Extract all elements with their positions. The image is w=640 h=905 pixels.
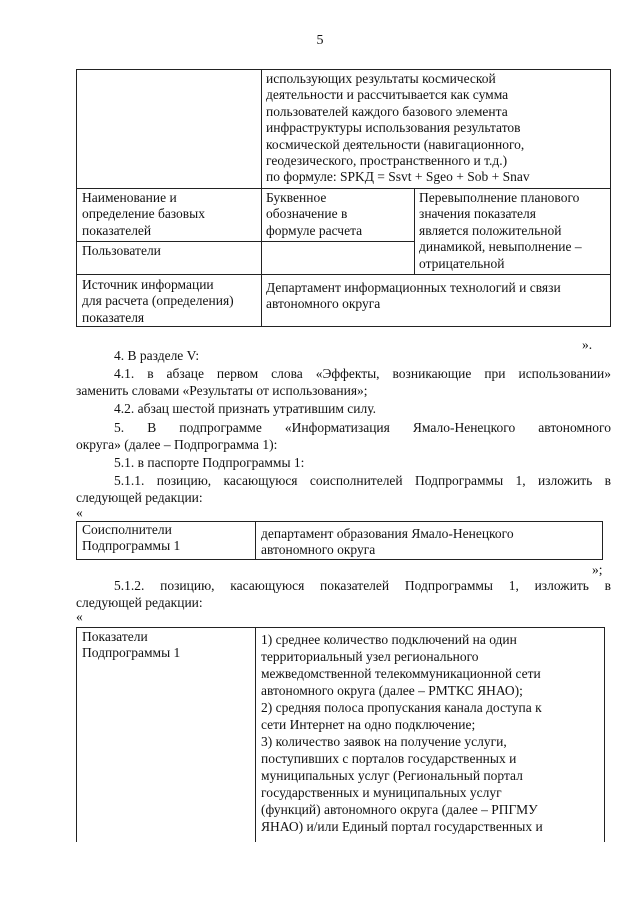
letter-designation-header xyxy=(262,190,414,239)
text-line: автономного округа (далее – РМТКС ЯНАО); xyxy=(261,683,523,698)
paragraph-5-1: 5.1. в паспорте Подпрограммы 1: xyxy=(114,455,305,470)
text-line: департамент образования Ямало-Ненецкого xyxy=(261,526,514,541)
text-line: следующей редакции: xyxy=(76,490,203,505)
text-line: 5.1.2. позицию, касающуюся показателей Подпрограммы 1, изложить в xyxy=(114,578,611,593)
text-line: 5.1.1. позицию, касающуюся соисполнителей Подпрограммы 1, изложить в xyxy=(114,473,611,488)
paragraph-5-1-1 xyxy=(76,472,611,506)
text-line: обозначение в xyxy=(266,206,348,222)
text-line: показателей xyxy=(82,222,152,238)
text-line: Перевыполнение планового xyxy=(419,190,580,205)
text-line: использующих результаты космической xyxy=(266,71,496,86)
text-line: автономного округа xyxy=(266,296,381,312)
text-line: определение базовых xyxy=(82,206,206,222)
text-line: следующей редакции: xyxy=(76,595,203,610)
text-line: поступивших с порталов государственных и xyxy=(261,751,517,766)
text-line: заменить словами «Результаты от использования»; xyxy=(76,383,368,398)
paragraph-4-1 xyxy=(76,365,611,399)
text-line: Департамент информационных технологий и связи xyxy=(266,280,561,295)
text-line: ЯНАО) и/или Единый портал государственных и xyxy=(261,819,543,834)
indicators-list xyxy=(257,631,604,835)
text-line: государственных и муниципальных услуг xyxy=(261,785,502,800)
text-line: Соисполнители xyxy=(82,522,172,537)
source-label xyxy=(78,277,261,326)
text-line: 2) средняя полоса пропускания канала доступа к xyxy=(261,700,542,715)
source-value xyxy=(262,280,610,313)
text-line: 3) количество заявок на получение услуги, xyxy=(261,734,507,749)
text-line: Источник информации xyxy=(82,277,214,292)
table1-top-right-cell xyxy=(262,71,610,186)
opening-quote: « xyxy=(76,505,83,520)
co-executors-label xyxy=(78,522,255,555)
base-indicator-header xyxy=(78,190,261,239)
text-line: Подпрограммы 1 xyxy=(82,538,181,554)
text-line: геодезического, пространственного и т.д.) xyxy=(266,153,508,169)
text-line: Показатели xyxy=(82,629,148,644)
text-line: пользователей каждого базового элемента xyxy=(266,103,508,119)
text-line: является положительной xyxy=(419,222,562,238)
text-line: территориальный узел регионального xyxy=(261,649,479,664)
text-line: инфраструктуры использования результатов xyxy=(266,120,521,136)
text-line: динамикой, невыполнение – xyxy=(419,239,582,255)
paragraph-5 xyxy=(76,419,611,453)
text-line: Подпрограммы 1 xyxy=(82,645,181,661)
opening-quote: « xyxy=(76,609,83,624)
text-line: 5. В подпрограмме «Информатизация Ямало-Ненецкого автономного xyxy=(114,420,611,435)
text-line: автономного округа xyxy=(261,542,376,558)
text-line: космической деятельности (навигационного, xyxy=(266,136,525,152)
paragraph-5-1-2 xyxy=(76,577,611,611)
text-line: сети Интернет на одно подключение; xyxy=(261,717,476,732)
text-line: деятельности и рассчитывается как сумма xyxy=(266,87,509,103)
text-line: значения показателя xyxy=(419,206,536,222)
text-line: (функций) автономного округа (далее – РПГМУ xyxy=(261,802,538,817)
indicators-label xyxy=(78,629,255,662)
page-number: 5 xyxy=(316,33,324,48)
text-line: 4.1. в абзаце первом слова «Эффекты, возникающие при использовании» xyxy=(114,366,611,381)
text-line: показателя xyxy=(82,309,145,325)
text-line: межведомственной телекоммуникационной сети xyxy=(261,666,541,681)
text-line: для расчета (определения) xyxy=(82,293,234,309)
text-line: формуле расчета xyxy=(266,222,363,238)
formula-line: по формуле: SPKД = Ssvt + Sgeo + Sob + Snav xyxy=(266,169,530,185)
text-line: Наименование и xyxy=(82,190,177,205)
paragraph-4-2: 4.2. абзац шестой признать утратившим силу. xyxy=(114,401,376,416)
text-line: отрицательной xyxy=(419,255,505,271)
text-line: Буквенное xyxy=(266,190,327,205)
section-4-heading: 4. В разделе V: xyxy=(114,348,200,363)
text-line: округа» (далее – Подпрограмма 1): xyxy=(76,437,278,452)
text-line: муниципальных услуг (Региональный портал xyxy=(261,768,523,783)
text-line: 1) среднее количество подключений на один xyxy=(261,632,517,647)
dynamics-note xyxy=(415,190,610,272)
closing-quote: ». xyxy=(582,337,593,352)
co-executors-value xyxy=(257,526,602,559)
closing-quote: »; xyxy=(592,562,603,577)
users-label: Пользователи xyxy=(82,243,161,258)
